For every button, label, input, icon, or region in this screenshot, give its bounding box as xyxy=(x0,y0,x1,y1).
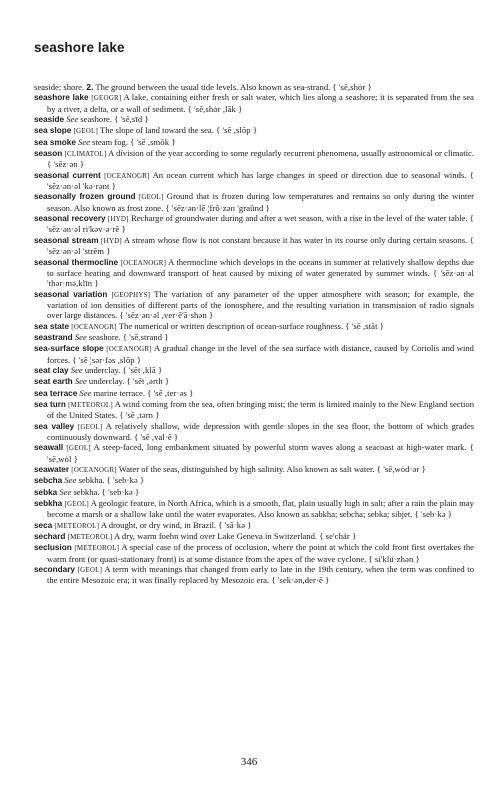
cross-reference-see: See xyxy=(79,387,92,398)
entry-term: sea valley xyxy=(34,421,75,431)
entry-term: sechard xyxy=(34,532,66,542)
pronunciation: { 'sēz·ən·əl ri'kəv·ə·rē } xyxy=(47,213,475,235)
entry-definition-continued: The ground between the usual tide levels. Also known as sea-strand. xyxy=(93,82,333,92)
entry-definition: sebkha. xyxy=(76,475,107,486)
subject-field-label: [GEOL] xyxy=(64,500,89,509)
subject-field-label: [METEOROL] xyxy=(68,400,113,409)
pronunciation: { 'sēz·ən·əl 'kə·rənt } xyxy=(47,169,474,192)
entry-definition: A drought, or dry wind, in Brazil. xyxy=(100,519,219,530)
entry-term: seastrand xyxy=(34,332,73,342)
subject-field-label: [METEOROL] xyxy=(67,533,113,542)
entry-definition: A thermocline which develops in the oceans in summer at relatively shallow depths due to surface heating and downward transport of heat caused by mixing of water generated by summer winds. xyxy=(47,256,474,278)
cross-reference-see: See xyxy=(78,136,90,147)
dictionary-entry xyxy=(34,289,474,321)
dictionary-entry xyxy=(34,542,474,564)
entry-definition: A term with meanings that changed from early to late in the 19th century, when the term was confined to the entire Mesozoic era; it was finally replaced by Mesozoic era. xyxy=(47,564,474,586)
dictionary-entry xyxy=(34,92,474,114)
entry-definition: seashore. xyxy=(78,114,115,125)
pronunciation: { 'sēz·ən·əl 'thər·mə,klīn } xyxy=(47,267,475,289)
dictionary-entry xyxy=(34,564,474,586)
dictionary-entry xyxy=(34,213,474,235)
entry-term: sebcha xyxy=(34,476,63,486)
entry-definition: A geologic feature, in North Africa, which is a smooth, flat, plain usually high in salt; after a rain the plain may become a marsh or a shallow lake until the water evaporates. Also known as sabkha; sebcha; sebka; sibjet. xyxy=(47,498,474,520)
cross-reference-see: See xyxy=(74,376,87,387)
entry-term: seasonally frozen ground xyxy=(34,192,136,202)
dictionary-entry xyxy=(34,421,474,443)
entry-definition: A steep-faced, long embankment situated by powerful storm waves along a seacoast at high-water mark. xyxy=(93,442,470,453)
dictionary-entry xyxy=(34,148,474,170)
subject-field-label: [GEOL] xyxy=(77,422,103,431)
pronunciation: { 'sē,shȯr ,lāk } xyxy=(187,103,243,114)
entry-definition: A dry, warm foehn wind over Lake Geneva in Switzerland. xyxy=(114,531,320,542)
entry-definition: underclay. xyxy=(82,364,123,375)
entry-definition: Ground that is frozen during low temperatures and remains so only during the winter season. Also known as frost zone. xyxy=(47,191,474,213)
pronunciation: { 'sē,sīd } xyxy=(114,114,149,125)
entry-term: seawater xyxy=(34,465,70,475)
entry-definition: marine terrace. xyxy=(91,387,148,398)
dictionary-entry xyxy=(34,376,474,387)
dictionary-entry xyxy=(34,343,474,365)
pronunciation: { 'sā·kə } xyxy=(218,519,252,530)
entry-term: seca xyxy=(34,520,53,530)
entry-definition: Water of the seas, distinguished by high salinity. Also known as salt water. xyxy=(118,464,377,475)
pronunciation: { 'sēz·ən·lē ¦frō·zən 'graůnd } xyxy=(165,202,270,213)
dictionary-entry xyxy=(34,137,474,148)
dictionary-entry xyxy=(34,520,474,531)
pronunciation: { 'sēz·ən } xyxy=(47,159,85,170)
entry-term: sea smoke xyxy=(34,137,76,147)
dictionary-entry xyxy=(34,531,474,542)
pronunciation: { 'sē ,ter·əs } xyxy=(147,387,194,398)
cross-reference-see: See xyxy=(66,114,79,125)
pronunciation: { 'sē,shȯr } xyxy=(332,82,372,92)
dictionary-entry xyxy=(34,170,474,192)
dictionary-entry xyxy=(34,442,474,464)
entry-definition: A wind coming from the sea, often bringing mist; the term is limited mainly to the New England section of the United States. xyxy=(47,398,474,421)
page-number: 346 xyxy=(240,756,258,768)
entry-term: sebkha xyxy=(34,499,63,509)
entry-term: sea terrace xyxy=(34,388,78,398)
dictionary-entry xyxy=(34,321,474,332)
entry-definition: A gradual change in the level of the sea surface with distance, caused by Coriolis and wind forces. xyxy=(47,343,474,365)
sense-number: 2. xyxy=(86,82,94,92)
entry-definition: A stream whose flow is not constant because it has water in its course only during certain seasons. xyxy=(123,234,470,245)
entry-term: sebka xyxy=(34,487,58,497)
entries-column xyxy=(34,82,474,586)
subject-field-label: [GEOL] xyxy=(77,566,103,575)
dictionary-entry xyxy=(34,498,474,520)
entry-term: seasonal variation xyxy=(34,289,108,299)
entry-definition: A special case of the process of occlusion, where the point at which the cold front first overtakes the warm front (or quasi-stationary front) is at some distance from the apex of the wave cyclone. xyxy=(47,542,474,564)
entry-definition: A relatively shallow, wide depression with gentle slopes in the sea floor, the bottom of which grades continuously downward. xyxy=(47,420,474,442)
entry-term: sea slope xyxy=(34,126,72,136)
entry-definition: Recharge of groundwater during and after a wet season, with a rise in the level of the water table. xyxy=(130,213,470,224)
dictionary-entry xyxy=(34,365,474,376)
pronunciation: { 'sē ,stāt } xyxy=(345,320,385,331)
entry-term: seasonal thermocline xyxy=(34,257,119,267)
pronunciation: { 'sēz·ən·əl ,ver·ē'ā·shən } xyxy=(119,310,214,321)
pronunciation: { 'sē ¦sər·fəs ,slōp } xyxy=(72,354,142,365)
pronunciation: { 'sē,strand } xyxy=(122,331,169,342)
entry-definition: sebkha. xyxy=(71,486,102,497)
subject-field-label: [HYD] xyxy=(101,236,122,245)
dictionary-entry xyxy=(34,464,474,475)
entry-definition: steam fog. xyxy=(89,136,131,147)
pronunciation: { 'sēt ,ərth } xyxy=(126,376,170,387)
entry-definition: seashore. xyxy=(86,331,123,342)
subject-field-label: [GEOPHYS] xyxy=(111,290,151,299)
dictionary-entry xyxy=(34,82,474,92)
pronunciation: { 'sek·ən,der·ē } xyxy=(271,575,330,586)
subject-field-label: [CLIMATOL] xyxy=(64,150,107,159)
subject-field-label: [OCEANOGR] xyxy=(120,258,167,267)
entry-term: seasonal current xyxy=(34,170,101,180)
subject-field-label: [OCEANOGR] xyxy=(71,466,117,475)
entry-definition: The variation of any parameter of the upper atmosphere with season; for example, the variation of ion densities of different parts of the ionosphere, and the resulting variation in transmission of radio signals over large distances. xyxy=(47,288,474,321)
entry-definition: The slope of land toward the sea. xyxy=(100,125,216,136)
entry-term: seasonal stream xyxy=(34,235,99,245)
dictionary-entry xyxy=(34,125,474,136)
entry-term: sea turn xyxy=(34,399,66,409)
pronunciation: { 'sē,wȯd·ər } xyxy=(376,464,426,475)
running-head: seashore lake xyxy=(34,40,125,55)
subject-field-label: [OCEANOGR] xyxy=(71,322,117,331)
pronunciation: { 'sē ,tərn } xyxy=(119,410,160,421)
cross-reference-see: See xyxy=(59,486,72,497)
entry-term: season xyxy=(34,149,63,159)
entry-term: sea state xyxy=(34,321,70,331)
dictionary-entry xyxy=(34,388,474,399)
entry-term: sea-surface slope xyxy=(34,344,104,354)
dictionary-entry xyxy=(34,399,474,421)
entry-definition: seaside; shore. xyxy=(34,82,87,92)
pronunciation: { 'sēt ,klā } xyxy=(122,364,163,375)
entry-term: seasonal recovery xyxy=(34,214,106,224)
entry-definition: An ocean current which has large changes in speed or direction due to seasonal winds. xyxy=(152,169,470,180)
pronunciation: { se'chär } xyxy=(319,531,357,542)
dictionary-entry xyxy=(34,235,474,257)
entry-definition: The numerical or written description of ocean-surface roughness. xyxy=(118,320,346,331)
entry-term: secondary xyxy=(34,565,75,575)
pronunciation: { 'seb·kə } xyxy=(101,486,140,497)
subject-field-label: [GEOL] xyxy=(138,193,164,202)
pronunciation: { 'sēz·ən·əl 'strēm } xyxy=(47,234,474,257)
entry-term: seclusion xyxy=(34,543,72,553)
pronunciation: { 'sē ,slōp } xyxy=(216,125,258,136)
entry-definition: A division of the year according to some regularly recurrent phenomena, usually astronomical or climatic. xyxy=(108,148,474,159)
entry-term: seat clay xyxy=(34,365,69,375)
entry-definition: underclay. xyxy=(86,376,127,387)
dictionary-entry xyxy=(34,114,474,125)
subject-field-label: [OCEANOGR] xyxy=(106,345,152,354)
subject-field-label: [HYD] xyxy=(107,215,129,224)
entry-term: seawall xyxy=(34,443,64,453)
dictionary-entry xyxy=(34,475,474,486)
dictionary-entry xyxy=(34,487,474,498)
pronunciation: { 'seb·kə } xyxy=(414,509,453,520)
dictionary-entry xyxy=(34,191,474,213)
cross-reference-see: See xyxy=(74,331,87,342)
cross-reference-see: See xyxy=(64,475,77,486)
dictionary-entry xyxy=(34,257,474,289)
pronunciation: { 'sē,wȯl } xyxy=(47,442,474,464)
subject-field-label: [OCEANOGR] xyxy=(104,171,150,180)
entry-definition: A lake, containing either fresh or salt water, which lies along a seashore; it is separated from the sea by a river, a delta, or a wall of sediment. xyxy=(47,92,474,114)
entry-term: seat earth xyxy=(34,377,73,387)
subject-field-label: [METEOROL] xyxy=(74,544,120,553)
subject-field-label: [GEOL] xyxy=(66,444,91,453)
entry-term: seashore lake xyxy=(34,93,89,103)
subject-field-label: [GEOGR] xyxy=(91,94,122,103)
dictionary-entry xyxy=(34,332,474,343)
pronunciation: { si'klü·zhən } xyxy=(368,553,420,564)
pronunciation: { 'sē ,smōk } xyxy=(130,136,176,147)
pronunciation: { 'sē ,val·ē } xyxy=(134,432,179,442)
entry-term: seaside xyxy=(34,115,65,125)
subject-field-label: [GEOL] xyxy=(73,127,99,136)
cross-reference-see: See xyxy=(70,364,83,375)
pronunciation: { 'seb·kə } xyxy=(106,475,145,486)
subject-field-label: [METEOROL] xyxy=(54,521,100,530)
